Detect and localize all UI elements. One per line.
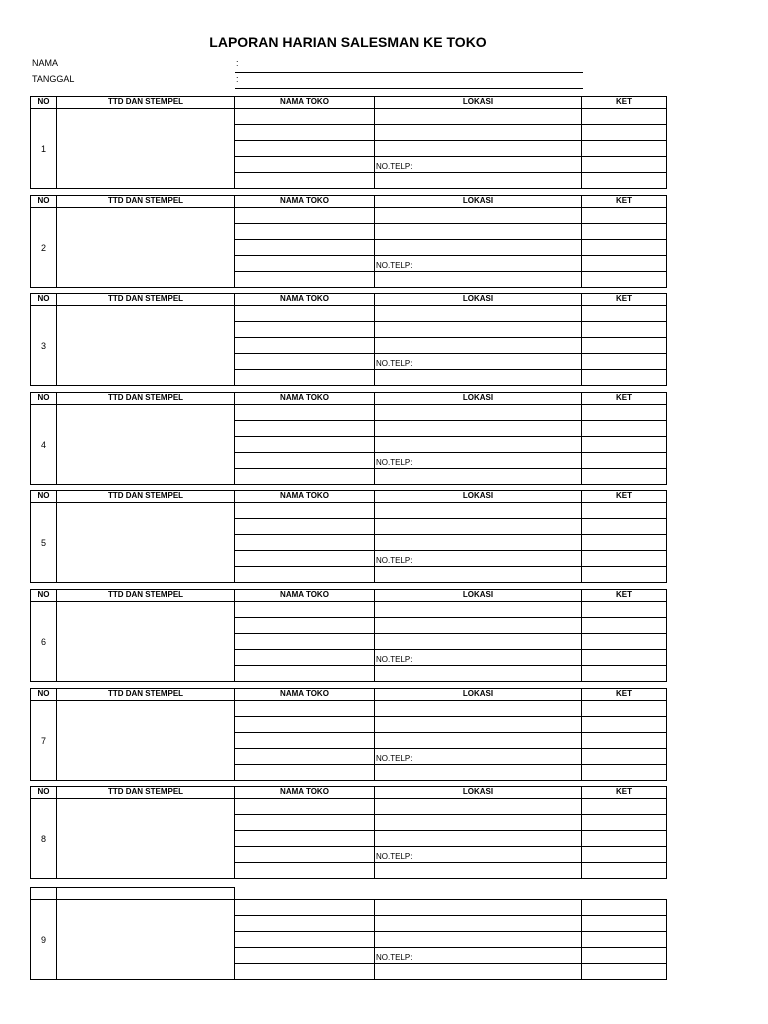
entry-number: 2	[31, 208, 57, 288]
lokasi-cell[interactable]	[375, 916, 582, 932]
table-header-row	[31, 590, 667, 602]
report-entry-6	[30, 589, 666, 682]
nama-toko-cell[interactable]	[235, 900, 375, 916]
lokasi-cell[interactable]	[375, 535, 582, 551]
ket-cell[interactable]	[582, 256, 667, 272]
no-telp-cell[interactable]: NO.TELP:	[375, 453, 582, 469]
ket-cell[interactable]	[582, 733, 667, 749]
lokasi-cell[interactable]	[375, 863, 582, 879]
lokasi-cell[interactable]	[375, 831, 582, 847]
ket-cell[interactable]	[582, 306, 667, 322]
nama-toko-cell[interactable]	[235, 141, 375, 157]
header-no: NO	[31, 590, 57, 602]
nama-toko-cell[interactable]	[235, 765, 375, 781]
lokasi-cell[interactable]	[375, 964, 582, 980]
signature-stamp-box[interactable]	[57, 900, 235, 980]
header-ttd-dan-stempel: TTD DAN STEMPEL	[57, 196, 235, 208]
report-entry-table	[30, 96, 667, 189]
ket-cell[interactable]	[582, 831, 667, 847]
ket-cell[interactable]	[582, 932, 667, 948]
ket-cell[interactable]	[582, 469, 667, 485]
lokasi-cell[interactable]	[375, 421, 582, 437]
ket-cell[interactable]	[582, 765, 667, 781]
lokasi-cell[interactable]	[375, 469, 582, 485]
table-row	[31, 503, 667, 519]
nama-toko-cell[interactable]	[235, 551, 375, 567]
table-header-row	[31, 97, 667, 109]
nama-toko-cell[interactable]	[235, 306, 375, 322]
ket-cell[interactable]	[582, 815, 667, 831]
lokasi-cell[interactable]	[375, 733, 582, 749]
nama-toko-cell[interactable]	[235, 618, 375, 634]
ket-cell[interactable]	[582, 272, 667, 288]
report-title: LAPORAN HARIAN SALESMAN KE TOKO	[209, 34, 487, 50]
lokasi-cell[interactable]	[375, 405, 582, 421]
nama-toko-cell[interactable]	[235, 567, 375, 583]
report-entry-1	[30, 96, 666, 189]
header-ttd-dan-stempel: TTD DAN STEMPEL	[57, 393, 235, 405]
ket-cell[interactable]	[582, 157, 667, 173]
ket-cell[interactable]	[582, 799, 667, 815]
table-row	[31, 306, 667, 322]
lokasi-cell[interactable]	[375, 701, 582, 717]
lokasi-cell[interactable]	[375, 900, 582, 916]
header-ttd-dan-stempel: TTD DAN STEMPEL	[57, 590, 235, 602]
table-header-row	[31, 689, 667, 701]
table-header-row	[31, 787, 667, 799]
no-telp-cell[interactable]: NO.TELP:	[375, 847, 582, 863]
header-nama-toko: NAMA TOKO	[235, 787, 375, 799]
report-entry-4	[30, 392, 666, 485]
no-telp-cell[interactable]: NO.TELP:	[375, 948, 582, 964]
blank-cell	[57, 888, 235, 900]
ket-cell[interactable]	[582, 125, 667, 141]
nama-toko-cell[interactable]	[235, 437, 375, 453]
nama-toko-cell[interactable]	[235, 519, 375, 535]
nama-toko-cell[interactable]	[235, 535, 375, 551]
nama-toko-cell[interactable]	[235, 256, 375, 272]
field-tanggal-colon: :	[236, 74, 239, 84]
header-ket: KET	[582, 196, 667, 208]
no-telp-cell[interactable]: NO.TELP:	[375, 256, 582, 272]
lokasi-cell[interactable]	[375, 370, 582, 386]
nama-toko-cell[interactable]	[235, 749, 375, 765]
ket-cell[interactable]	[582, 322, 667, 338]
table-row	[31, 602, 667, 618]
nama-toko-cell[interactable]	[235, 370, 375, 386]
no-telp-cell[interactable]: NO.TELP:	[375, 749, 582, 765]
ket-cell[interactable]	[582, 948, 667, 964]
header-nama-toko: NAMA TOKO	[235, 393, 375, 405]
ket-cell[interactable]	[582, 634, 667, 650]
header-lokasi: LOKASI	[375, 689, 582, 701]
header-no: NO	[31, 393, 57, 405]
header-nama-toko: NAMA TOKO	[235, 97, 375, 109]
ket-cell[interactable]	[582, 650, 667, 666]
no-telp-cell[interactable]: NO.TELP:	[375, 551, 582, 567]
lokasi-cell[interactable]	[375, 765, 582, 781]
table-row	[31, 701, 667, 717]
lokasi-cell[interactable]	[375, 109, 582, 125]
ket-cell[interactable]	[582, 453, 667, 469]
report-entry-5	[30, 490, 666, 583]
ket-cell[interactable]	[582, 405, 667, 421]
nama-toko-cell[interactable]	[235, 272, 375, 288]
field-tanggal-line	[235, 88, 583, 89]
table-row	[31, 405, 667, 421]
nama-toko-cell[interactable]	[235, 453, 375, 469]
report-entry-table	[30, 293, 667, 386]
header-no: NO	[31, 491, 57, 503]
header-ket: KET	[582, 294, 667, 306]
signature-stamp-box[interactable]	[57, 109, 235, 189]
signature-stamp-box[interactable]	[57, 405, 235, 485]
table-header-row	[31, 491, 667, 503]
nama-toko-cell[interactable]	[235, 224, 375, 240]
header-lokasi: LOKASI	[375, 393, 582, 405]
header-ttd-dan-stempel: TTD DAN STEMPEL	[57, 787, 235, 799]
field-nama-colon: :	[236, 58, 239, 68]
entry-number: 8	[31, 799, 57, 879]
entry-number: 4	[31, 405, 57, 485]
nama-toko-cell[interactable]	[235, 421, 375, 437]
table-header-row	[31, 196, 667, 208]
ket-cell[interactable]	[582, 519, 667, 535]
table-header-row-empty	[31, 888, 667, 900]
ket-cell[interactable]	[582, 141, 667, 157]
nama-toko-cell[interactable]	[235, 240, 375, 256]
header-nama-toko: NAMA TOKO	[235, 689, 375, 701]
ket-cell[interactable]	[582, 535, 667, 551]
nama-toko-cell[interactable]	[235, 503, 375, 519]
ket-cell[interactable]	[582, 618, 667, 634]
nama-toko-cell[interactable]	[235, 717, 375, 733]
nama-toko-cell[interactable]	[235, 964, 375, 980]
entry-number: 7	[31, 701, 57, 781]
header-nama-toko: NAMA TOKO	[235, 294, 375, 306]
lokasi-cell[interactable]	[375, 338, 582, 354]
ket-cell[interactable]	[582, 717, 667, 733]
ket-cell[interactable]	[582, 602, 667, 618]
ket-cell[interactable]	[582, 551, 667, 567]
nama-toko-cell[interactable]	[235, 650, 375, 666]
header-ket: KET	[582, 787, 667, 799]
header-ttd-dan-stempel: TTD DAN STEMPEL	[57, 491, 235, 503]
lokasi-cell[interactable]	[375, 815, 582, 831]
header-no: NO	[31, 787, 57, 799]
ket-cell[interactable]	[582, 863, 667, 879]
nama-toko-cell[interactable]	[235, 948, 375, 964]
ket-cell[interactable]	[582, 109, 667, 125]
report-entry-table	[30, 392, 667, 485]
nama-toko-cell[interactable]	[235, 701, 375, 717]
nama-toko-cell[interactable]	[235, 602, 375, 618]
lokasi-cell[interactable]	[375, 306, 582, 322]
no-telp-cell[interactable]: NO.TELP:	[375, 354, 582, 370]
header-lokasi: LOKASI	[375, 97, 582, 109]
nama-toko-cell[interactable]	[235, 469, 375, 485]
field-nama-label: NAMA	[32, 58, 59, 68]
lokasi-cell[interactable]	[375, 634, 582, 650]
report-entry-table	[30, 589, 667, 682]
lokasi-cell[interactable]	[375, 618, 582, 634]
header-no: NO	[31, 196, 57, 208]
lokasi-cell[interactable]	[375, 503, 582, 519]
table-row	[31, 208, 667, 224]
no-telp-cell[interactable]: NO.TELP:	[375, 650, 582, 666]
report-entry-3	[30, 293, 666, 386]
ket-cell[interactable]	[582, 338, 667, 354]
ket-cell[interactable]	[582, 173, 667, 189]
nama-toko-cell[interactable]	[235, 932, 375, 948]
nama-toko-cell[interactable]	[235, 322, 375, 338]
header-lokasi: LOKASI	[375, 294, 582, 306]
report-entry-2	[30, 195, 666, 288]
report-entry-table	[30, 688, 667, 781]
lokasi-cell[interactable]	[375, 208, 582, 224]
header-ket: KET	[582, 590, 667, 602]
report-entry-table	[30, 490, 667, 583]
header-ket: KET	[582, 393, 667, 405]
nama-toko-cell[interactable]	[235, 799, 375, 815]
ket-cell[interactable]	[582, 437, 667, 453]
header-ket: KET	[582, 97, 667, 109]
header-no: NO	[31, 689, 57, 701]
header-nama-toko: NAMA TOKO	[235, 196, 375, 208]
lokasi-cell[interactable]	[375, 666, 582, 682]
table-header-row	[31, 393, 667, 405]
nama-toko-cell[interactable]	[235, 208, 375, 224]
ket-cell[interactable]	[582, 503, 667, 519]
signature-stamp-box[interactable]	[57, 503, 235, 583]
no-telp-cell[interactable]: NO.TELP:	[375, 157, 582, 173]
header-ket: KET	[582, 689, 667, 701]
nama-toko-cell[interactable]	[235, 157, 375, 173]
header-nama-toko: NAMA TOKO	[235, 491, 375, 503]
nama-toko-cell[interactable]	[235, 815, 375, 831]
header-ttd-dan-stempel: TTD DAN STEMPEL	[57, 689, 235, 701]
report-entry-table	[30, 195, 667, 288]
header-lokasi: LOKASI	[375, 590, 582, 602]
report-entry-8	[30, 786, 666, 879]
nama-toko-cell[interactable]	[235, 173, 375, 189]
report-entry-9	[30, 887, 666, 980]
ket-cell[interactable]	[582, 847, 667, 863]
lokasi-cell[interactable]	[375, 519, 582, 535]
nama-toko-cell[interactable]	[235, 847, 375, 863]
nama-toko-cell[interactable]	[235, 109, 375, 125]
report-entry-table	[30, 887, 667, 980]
nama-toko-cell[interactable]	[235, 916, 375, 932]
table-row	[31, 109, 667, 125]
lokasi-cell[interactable]	[375, 717, 582, 733]
ket-cell[interactable]	[582, 749, 667, 765]
ket-cell[interactable]	[582, 567, 667, 583]
header-lokasi: LOKASI	[375, 787, 582, 799]
table-header-row	[31, 294, 667, 306]
nama-toko-cell[interactable]	[235, 666, 375, 682]
field-nama-line	[235, 72, 583, 73]
signature-stamp-box[interactable]	[57, 208, 235, 288]
blank-cell	[235, 888, 667, 900]
nama-toko-cell[interactable]	[235, 354, 375, 370]
header-ket: KET	[582, 491, 667, 503]
lokasi-cell[interactable]	[375, 224, 582, 240]
entry-number: 1	[31, 109, 57, 189]
entry-number: 9	[31, 900, 57, 980]
lokasi-cell[interactable]	[375, 932, 582, 948]
lokasi-cell[interactable]	[375, 125, 582, 141]
entry-number: 6	[31, 602, 57, 682]
ket-cell[interactable]	[582, 240, 667, 256]
field-tanggal-label: TANGGAL	[32, 74, 75, 84]
ket-cell[interactable]	[582, 900, 667, 916]
ket-cell[interactable]	[582, 701, 667, 717]
report-entry-table	[30, 786, 667, 879]
signature-stamp-box[interactable]	[57, 701, 235, 781]
lokasi-cell[interactable]	[375, 567, 582, 583]
ket-cell[interactable]	[582, 421, 667, 437]
table-row	[31, 799, 667, 815]
nama-toko-cell[interactable]	[235, 634, 375, 650]
signature-stamp-box[interactable]	[57, 799, 235, 879]
header-no: NO	[31, 97, 57, 109]
lokasi-cell[interactable]	[375, 240, 582, 256]
lokasi-cell[interactable]	[375, 437, 582, 453]
header-nama-toko: NAMA TOKO	[235, 590, 375, 602]
header-no: NO	[31, 294, 57, 306]
nama-toko-cell[interactable]	[235, 733, 375, 749]
lokasi-cell[interactable]	[375, 799, 582, 815]
header-ttd-dan-stempel: TTD DAN STEMPEL	[57, 97, 235, 109]
ket-cell[interactable]	[582, 354, 667, 370]
ket-cell[interactable]	[582, 370, 667, 386]
lokasi-cell[interactable]	[375, 141, 582, 157]
header-ttd-dan-stempel: TTD DAN STEMPEL	[57, 294, 235, 306]
entry-number: 5	[31, 503, 57, 583]
entry-number: 3	[31, 306, 57, 386]
lokasi-cell[interactable]	[375, 272, 582, 288]
nama-toko-cell[interactable]	[235, 863, 375, 879]
ket-cell[interactable]	[582, 964, 667, 980]
ket-cell[interactable]	[582, 666, 667, 682]
ket-cell[interactable]	[582, 224, 667, 240]
signature-stamp-box[interactable]	[57, 306, 235, 386]
nama-toko-cell[interactable]	[235, 831, 375, 847]
table-row	[31, 900, 667, 916]
ket-cell[interactable]	[582, 208, 667, 224]
nama-toko-cell[interactable]	[235, 338, 375, 354]
lokasi-cell[interactable]	[375, 322, 582, 338]
ket-cell[interactable]	[582, 916, 667, 932]
signature-stamp-box[interactable]	[57, 602, 235, 682]
lokasi-cell[interactable]	[375, 602, 582, 618]
blank-cell	[31, 888, 57, 900]
nama-toko-cell[interactable]	[235, 125, 375, 141]
report-entry-7	[30, 688, 666, 781]
lokasi-cell[interactable]	[375, 173, 582, 189]
nama-toko-cell[interactable]	[235, 405, 375, 421]
header-lokasi: LOKASI	[375, 196, 582, 208]
header-lokasi: LOKASI	[375, 491, 582, 503]
